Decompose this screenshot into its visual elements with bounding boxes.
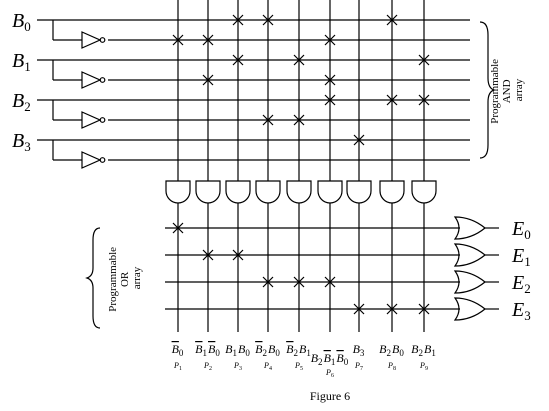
- or-gate: [455, 298, 499, 320]
- and-gate: [287, 181, 311, 203]
- inverter: [53, 20, 105, 48]
- inverter: [53, 60, 105, 88]
- inverter: [53, 100, 105, 128]
- and-gate: [166, 181, 190, 203]
- or-gate: [455, 244, 499, 266]
- product-id-label: $P_4$: [264, 361, 272, 372]
- inverter-triangle: [82, 72, 100, 88]
- and-gate: [256, 181, 280, 203]
- and-array-label-line3: array: [513, 78, 525, 102]
- input-labels: [12, 10, 31, 154]
- input-buffers: [53, 20, 105, 168]
- inverter-triangle: [82, 152, 100, 168]
- or-array-brace: [87, 228, 100, 328]
- or-array-label-line3: array: [131, 266, 143, 290]
- and-array-label: [489, 56, 525, 124]
- or-array-label-line2: OR: [119, 271, 131, 288]
- figure-caption: Figure 6: [309, 389, 351, 403]
- or-gates: [455, 217, 499, 320]
- product-term-label: $B_0$: [171, 342, 184, 358]
- product-id-label: $P_2$: [204, 361, 212, 372]
- product-id-label: $P_7$: [355, 361, 363, 372]
- or-gate-body: [455, 298, 485, 320]
- and-array-label-line1: Programmable: [489, 58, 501, 124]
- product-term-label: $B_2$ $B_1$: [286, 342, 311, 358]
- or-array-label: [107, 244, 143, 312]
- output-labels: [511, 218, 531, 323]
- input-label: $B_0$: [12, 10, 31, 34]
- and-gate: [318, 181, 342, 203]
- or-brace-path: [87, 228, 100, 328]
- product-id-label: $P_3$: [234, 361, 242, 372]
- output-label: $E_3$: [512, 299, 531, 323]
- or-array-label-line1: Programmable: [107, 246, 119, 312]
- product-term-label: $B_1$ $B_0$: [195, 342, 220, 358]
- input-label: $B_1$: [12, 50, 31, 74]
- or-gate: [455, 271, 499, 293]
- product-term-label: $B_2$ $B_1$: [411, 342, 436, 358]
- or-plane: [165, 223, 460, 314]
- product-term-label: $B_2$ $B_0$: [379, 342, 404, 358]
- or-gate: [455, 217, 499, 239]
- product-term-label: $B_3$: [352, 342, 365, 358]
- or-gate-body: [455, 244, 485, 266]
- product-id-label: $P_1$: [174, 361, 182, 372]
- product-labels: [172, 342, 437, 379]
- output-label: $E_2$: [512, 272, 531, 296]
- output-label: $E_0$: [512, 218, 531, 242]
- and-gate: [380, 181, 404, 203]
- or-gate-body: [455, 271, 485, 293]
- inverter-triangle: [82, 32, 100, 48]
- and-array-label-line2: AND: [501, 79, 513, 104]
- input-label: $B_2$: [12, 90, 31, 114]
- and-gate: [412, 181, 436, 203]
- and-gate: [196, 181, 220, 203]
- product-id-label: $P_8$: [388, 361, 396, 372]
- or-gate-body: [455, 217, 485, 239]
- product-id-label: $P_9$: [420, 361, 428, 372]
- product-id-label: $P_5$: [295, 361, 303, 372]
- and-gate: [347, 181, 371, 203]
- and-gate: [226, 181, 250, 203]
- product-term-label: $B_2$ $B_1$ $B_0$: [310, 351, 349, 367]
- and-plane: [37, 0, 470, 181]
- product-term-label: $B_1$ $B_0$: [225, 342, 250, 358]
- inverter-triangle: [82, 112, 100, 128]
- inverter: [53, 140, 105, 168]
- product-term-label: $B_2$ $B_0$: [255, 342, 280, 358]
- output-label: $E_1$: [512, 245, 531, 269]
- product-id-label: $P_6$: [326, 368, 334, 379]
- input-label: $B_3$: [12, 130, 31, 154]
